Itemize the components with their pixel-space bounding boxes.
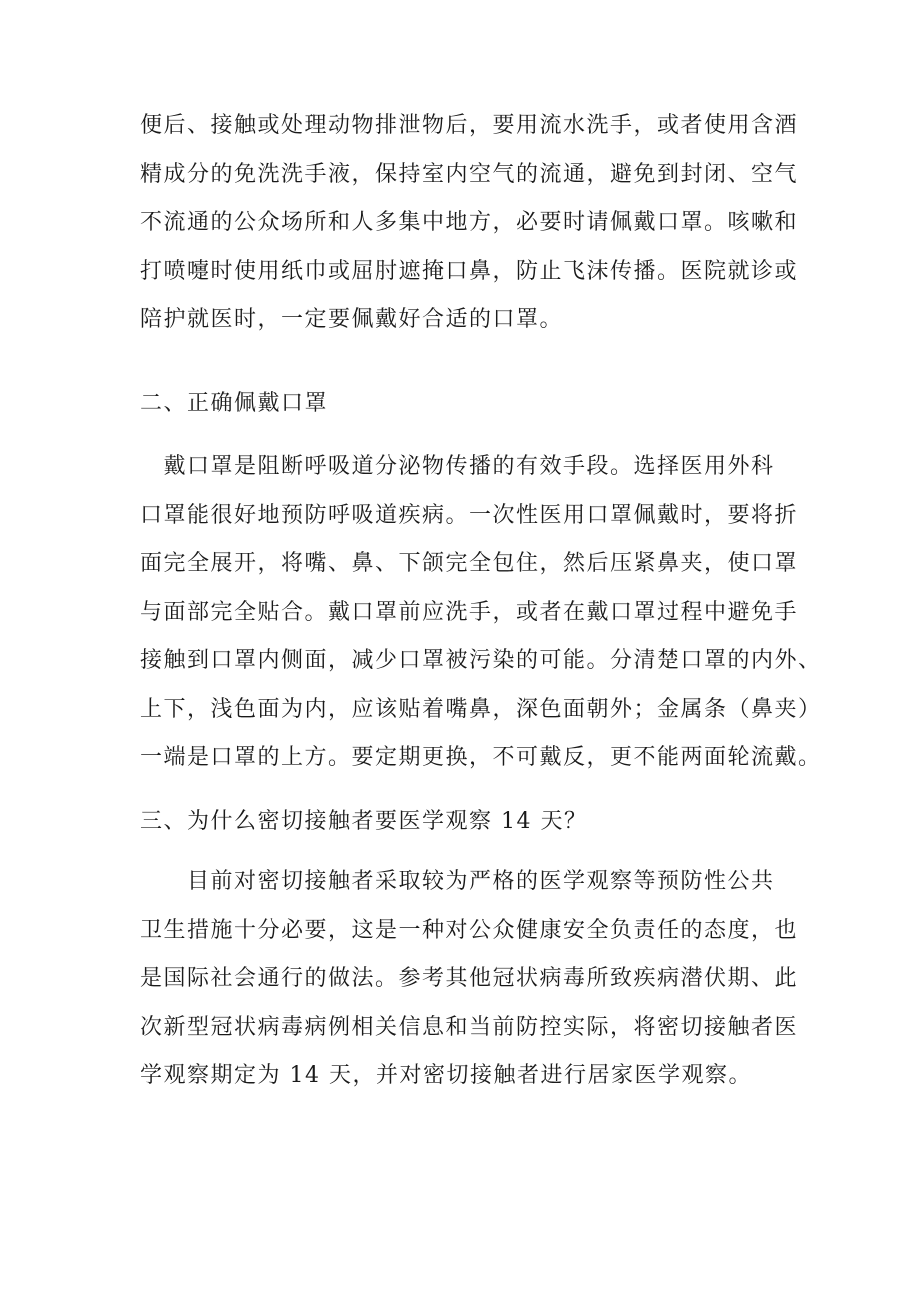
paragraph-line: 口罩能很好地预防呼吸道疾病。一次性医用口罩佩戴时，要将折 bbox=[140, 502, 799, 528]
heading-text: 三、为什么密切接触者要医学观察 14 天？ bbox=[140, 809, 588, 834]
paragraph-line: 陪护就医时，一定要佩戴好合适的口罩。 bbox=[140, 307, 564, 332]
paragraph-observation bbox=[140, 858, 799, 1101]
paragraph-line: 目前对密切接触者采取较为严格的医学观察等预防性公共 bbox=[140, 869, 775, 894]
section-heading-observation bbox=[140, 798, 785, 847]
paragraph-line: 学观察期定为 14 天，并对密切接触者进行居家医学观察。 bbox=[140, 1063, 752, 1088]
paragraph-line: 上下，浅色面为内，应该贴着嘴鼻，深色面朝外；金属条（鼻夹） bbox=[140, 696, 822, 722]
paragraph-line: 便后、接触或处理动物排泄物后，要用流水洗手，或者使用含酒 bbox=[140, 113, 799, 138]
paragraph-line: 一端是口罩的上方。要定期更换，不可戴反，更不能两面轮流戴。 bbox=[140, 745, 822, 770]
section-heading-mask bbox=[140, 380, 785, 429]
paragraph-line: 戴口罩是阻断呼吸道分泌物传播的有效手段。选择医用外科 bbox=[140, 454, 775, 479]
paragraph-line: 接触到口罩内侧面，减少口罩被污染的可能。分清楚口罩的内外、 bbox=[140, 648, 822, 673]
paragraph-line: 次新型冠状病毒病例相关信息和当前防控实际，将密切接触者医 bbox=[140, 1014, 799, 1040]
paragraph-line: 面完全展开，将嘴、鼻、下颌完全包住，然后压紧鼻夹，使口罩 bbox=[140, 551, 799, 576]
paragraph-line: 精成分的免洗洗手液，保持室内空气的流通，避免到封闭、空气 bbox=[140, 161, 799, 187]
paragraph-line: 与面部完全贴合。戴口罩前应洗手，或者在戴口罩过程中避免手 bbox=[140, 599, 799, 625]
paragraph-line: 卫生措施十分必要，这是一种对公众健康安全负责任的态度，也 bbox=[140, 917, 799, 943]
paragraph-line: 不流通的公众场所和人多集中地方，必要时请佩戴口罩。咳嗽和 bbox=[140, 210, 799, 235]
paragraph-hygiene bbox=[140, 102, 799, 345]
heading-text: 二、正确佩戴口罩 bbox=[140, 391, 329, 416]
paragraph-line: 是国际社会通行的做法。参考其他冠状病毒所致疾病潜伏期、此 bbox=[140, 966, 799, 991]
paragraph-line: 打喷嚏时使用纸巾或屈肘遮掩口鼻，防止飞沫传播。医院就诊或 bbox=[140, 258, 799, 284]
paragraph-mask bbox=[140, 443, 822, 783]
